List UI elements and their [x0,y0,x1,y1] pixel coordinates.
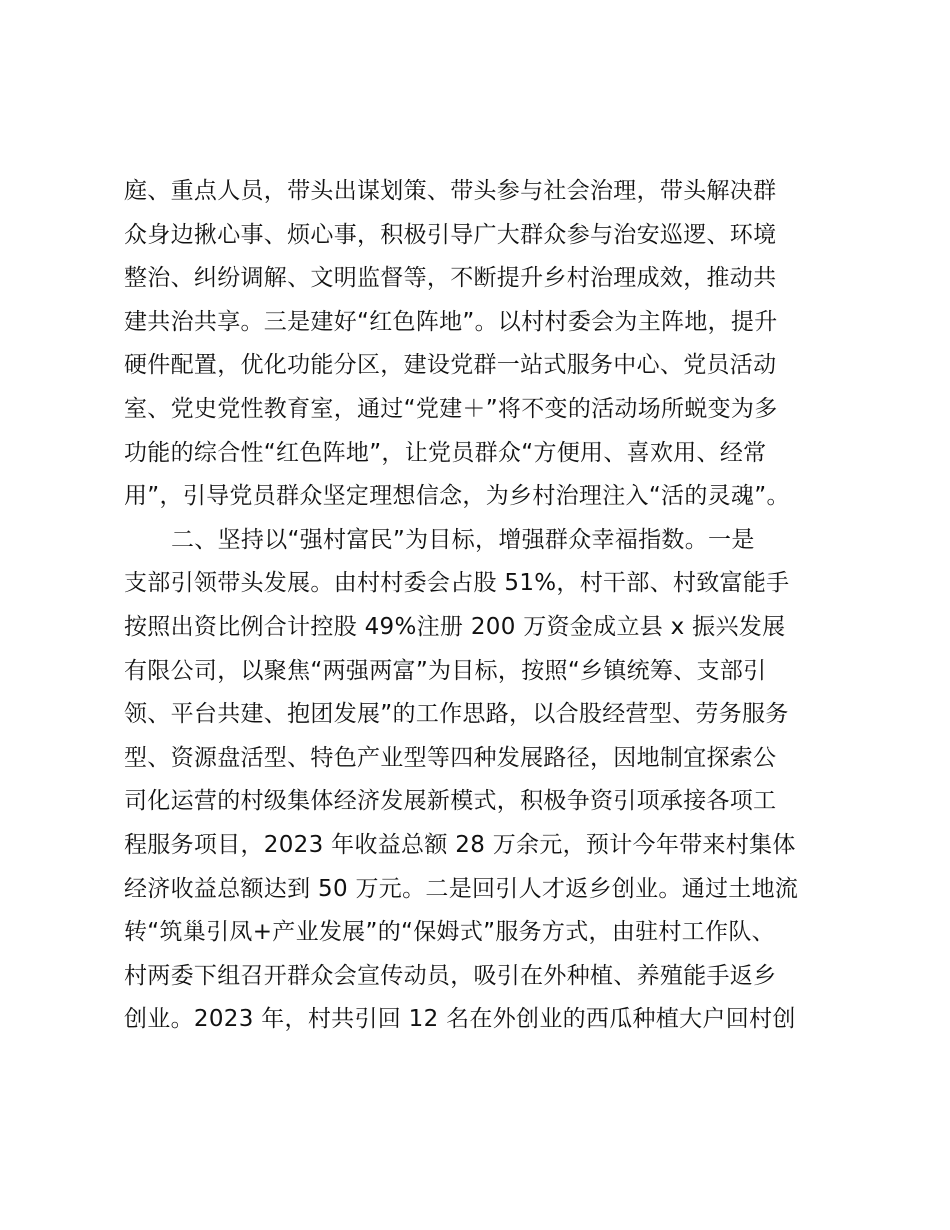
text-line: 创业。2023 年，村共引回 12 名在外创业的西瓜种植大户回村创 [124,1006,796,1033]
text-line: 司化运营的村级集体经济发展新模式，积极争资引项承接各项工 [124,788,777,815]
text-line: 庭、重点人员，带头出谋划策、带头参与社会治理，带头解决群 [124,178,777,204]
text-line: 整治、纠纷调解、文明监督等，不断提升乡村治理成效，推动共 [124,265,777,292]
text-line: 有限公司，以聚焦“两强两富”为目标，按照“乡镇统筹、支部引 [124,657,767,684]
text-line: 室、党史党性教育室，通过“党建＋”将不变的活动场所蜕变为多 [124,395,778,422]
text-line: 领、平台共建、抱团发展”的工作思路，以合股经营型、劳务服务 [124,701,789,728]
text-line: 经济收益总额达到 50 万元。二是回引人才返乡创业。通过土地流 [124,875,799,902]
text-line: 转“筑巢引凤+产业发展”的“保姆式”服务方式，由驻村工作队、 [124,919,775,946]
text-line: 建共治共享。三是建好“红色阵地”。以村村委会为主阵地，提升 [124,308,778,335]
text-line: 按照出资比例合计控股 49%注册 200 万资金成立县 x 振兴发展 [124,613,786,640]
text-line: 型、资源盘活型、特色产业型等四种发展路径，因地制宜探索公 [124,744,777,771]
text-line: 村两委下组召开群众会宣传动员，吸引在外种植、养殖能手返乡 [124,962,777,989]
body-text [124,170,829,1042]
text-line: 用”，引导党员群众坚定理想信念，为乡村治理注入“活的灵魂”。 [124,483,790,510]
paragraph-heading-line: 二、坚持以“强村富民”为目标，增强群众幸福指数。一是 [171,526,755,553]
text-line: 硬件配置，优化功能分区，建设党群一站式服务中心、党员活动 [124,352,777,379]
text-line: 功能的综合性“红色阵地”，让党员群众“方便用、喜欢用、经常 [124,439,767,466]
text-line: 众身边揪心事、烦心事，积极引导广大群众参与治安巡逻、环境 [124,221,777,248]
text-line: 支部引领带头发展。由村村委会占股 51%，村干部、村致富能手 [124,570,790,597]
text-line: 程服务项目，2023 年收益总额 28 万余元，预计今年带来村集体 [124,831,796,858]
